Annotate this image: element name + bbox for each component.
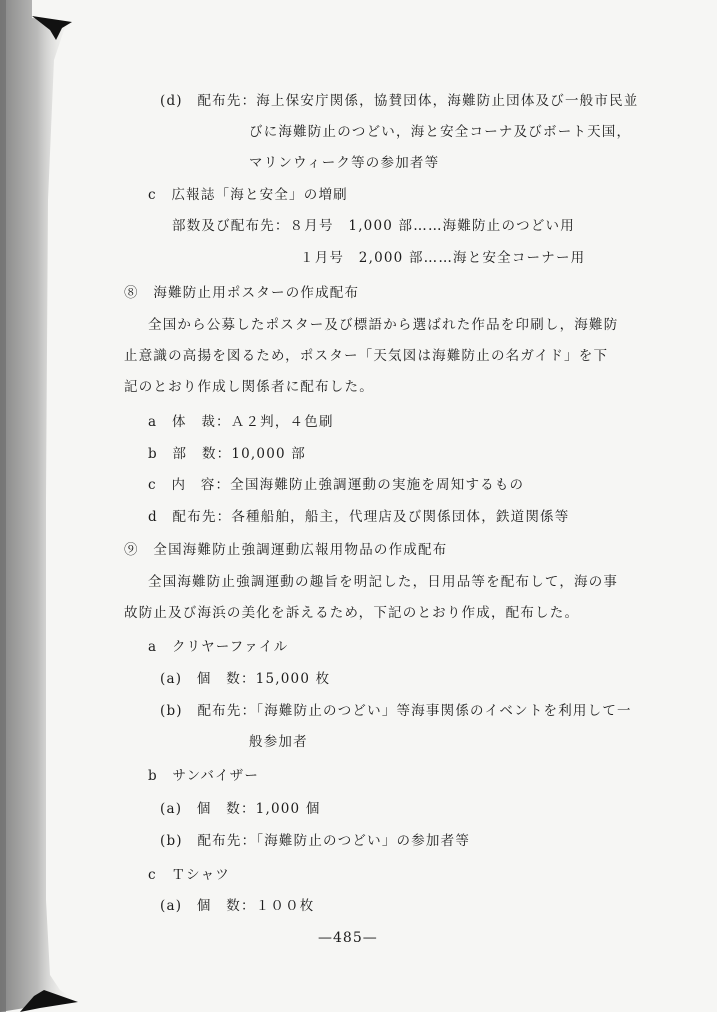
section-heading: ⑨ 全国海難防止強調運動広報用物品の作成配布 <box>124 542 448 558</box>
text-line: b サンバイザー <box>148 768 260 784</box>
text-line: 全国から公募したポスター及び標語から選ばれた作品を印刷し，海難防 <box>148 317 619 333</box>
text-line: 故防止及び海浜の美化を訴えるため，下記のとおり作成，配布した。 <box>124 605 580 621</box>
text-line: マリンウィーク等の参加者等 <box>249 155 440 171</box>
text-line: 般参加者 <box>249 734 308 750</box>
text-line: d 配布先：各種船舶，船主，代理店及び関係団体，鉄道関係等 <box>148 509 570 525</box>
text-line: a 体 裁：Ａ２判，４色刷 <box>148 414 334 430</box>
text-line: c 広報誌「海と安全」の増刷 <box>148 187 348 203</box>
page-number: —485— <box>318 930 378 946</box>
text-line: 全国海難防止強調運動の趣旨を明記した，日用品等を配布して，海の事 <box>148 574 619 590</box>
text-line: 記のとおり作成し関係者に配布した。 <box>124 379 374 395</box>
text-line: c Ｔシャツ <box>148 867 230 883</box>
scan-binding-shadow <box>0 0 88 1012</box>
text-line: (a) 個 数：１００枚 <box>160 898 315 914</box>
text-line: (d) 配布先：海上保安庁関係，協賛団体，海難防止団体及び一般市民並 <box>160 93 639 109</box>
text-line: (b) 配布先：「海難防止のつどい」の参加者等 <box>160 833 471 849</box>
text-line: 部数及び配布先：８月号 1,000 部……海難防止のつどい用 <box>172 218 575 234</box>
text-line: １月号 2,000 部……海と安全コーナー用 <box>300 250 586 266</box>
text-line: びに海難防止のつどい，海と安全コーナ及びボート天国， <box>249 124 632 140</box>
text-line: a クリヤーファイル <box>148 639 289 655</box>
text-line: (b) 配布先：「海難防止のつどい」等海事関係のイベントを利用して一 <box>160 703 632 719</box>
text-line: 止意識の高揚を図るため，ポスター「天気図は海難防止の名ガイド」を下 <box>124 348 609 364</box>
text-line: b 部 数：10,000 部 <box>148 446 306 462</box>
text-line: c 内 容：全国海難防止強調運動の実施を周知するもの <box>148 477 525 493</box>
text-line: (a) 個 数：15,000 枚 <box>160 671 331 687</box>
section-heading: ⑧ 海難防止用ポスターの作成配布 <box>124 285 360 301</box>
text-line: (a) 個 数：1,000 個 <box>160 801 321 817</box>
